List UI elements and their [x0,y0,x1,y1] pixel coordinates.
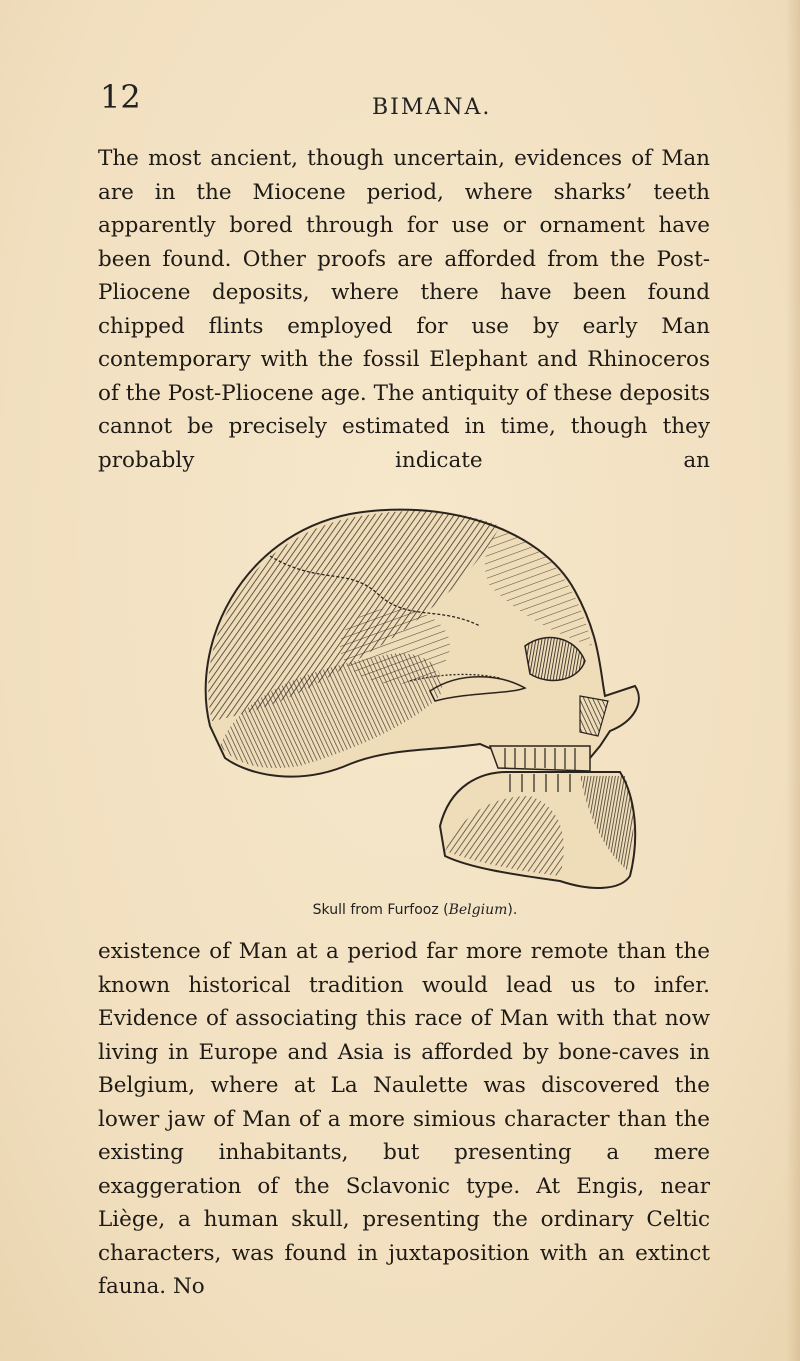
figure-caption [180,902,650,918]
page-number: 12 [100,78,141,116]
caption-italic: Belgium [448,902,508,918]
caption-text: Skull from Furfooz ( [312,902,449,918]
paragraph-1: The most ancient, though uncertain, evidences of Man are in the Miocene period, where sharks’ teeth apparently bored through for use or ornament have been found. Other proofs are afforded from the Post-Pliocene deposits, where there have been found chipped flints employed for use by early Man contemporary with the fossil Elephant and Rhinoceros of the Post-Pliocene age. The antiquity of these deposits cannot be precisely estimated in time, though they probably indicate an [98,146,710,473]
skull-illustration [180,496,650,901]
running-head: BIMANA. [372,95,492,120]
page-edge-shadow [786,0,800,1361]
caption-end: ). [507,902,518,918]
skull-engraving-icon [180,496,650,901]
paragraph-2: existence of Man at a period far more remote than the known historical tradition would lead us to infer. Evidence of associating this race of Man with that now living in Europe and Asia is afforded by bone-caves in Belgium, where at La Naulette was discovered the lower jaw of Man of a more simious character than the existing inhabitants, but presenting a mere exaggeration of the Sclavonic type. At Engis, near Liège, a human skull, presenting the ordinary Celtic characters, was found in juxtaposition with an extinct fauna. No [98,939,710,1299]
